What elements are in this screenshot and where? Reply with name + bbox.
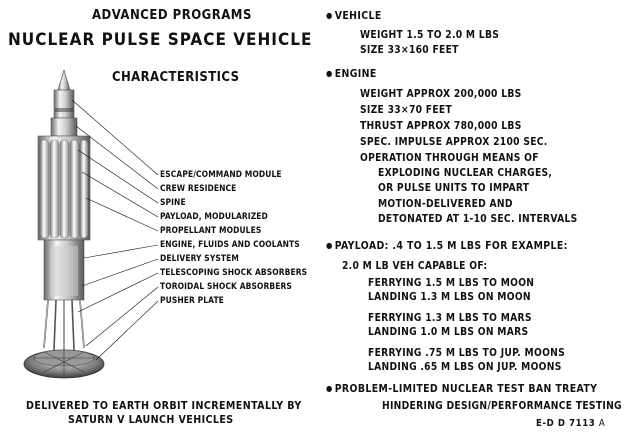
payload-mars-landing: LANDING 1.0 M LBS ON MARS: [368, 327, 529, 338]
engine-operation-detail-3: MOTION-DELIVERED AND: [378, 199, 513, 210]
engine-operation: OPERATION THROUGH MEANS OF: [360, 153, 539, 164]
propellant-modules-shape: [40, 140, 88, 238]
engine-thrust: THRUST APPROX 780,000 LBS: [360, 121, 522, 132]
title-top: ADVANCED PROGRAMS: [92, 8, 252, 23]
engine-operation-detail-4: DETONATED AT 1-10 SEC. INTERVALS: [378, 214, 578, 225]
command-module-shape: [54, 90, 74, 118]
engine-operation-detail-1: EXPLODING NUCLEAR CHARGES,: [378, 168, 553, 179]
crew-residence-shape: [51, 118, 77, 136]
document-code-number: E-D D 7113: [536, 418, 596, 429]
payload-jupiter-landing: LANDING .65 M LBS ON JUP. MOONS: [368, 362, 562, 373]
label-payload-modularized: PAYLOAD, MODULARIZED: [160, 211, 268, 221]
document-code: [536, 418, 605, 429]
vehicle-heading: ● VEHICLE: [326, 10, 382, 22]
payload-moon-ferrying: FERRYING 1.5 M LBS TO MOON: [368, 278, 535, 289]
payload-jupiter-ferrying: FERRYING .75 M LBS TO JUP. MOONS: [368, 348, 566, 359]
document-code-suffix: A: [598, 418, 606, 429]
engine-size: SIZE 33×70 FEET: [360, 105, 453, 116]
engine-operation-detail-2: OR PULSE UNITS TO IMPART: [378, 183, 530, 194]
nose-cone-shape: [58, 70, 70, 90]
label-delivery-system: DELIVERY SYSTEM: [160, 253, 240, 263]
vehicle-size: SIZE 33×160 FEET: [360, 45, 459, 56]
vehicle-weight: WEIGHT 1.5 TO 2.0 M LBS: [360, 30, 500, 41]
label-toroidal-shock-absorbers: TOROIDAL SHOCK ABSORBERS: [160, 281, 292, 291]
payload-example: 2.0 M LB VEH CAPABLE OF:: [342, 261, 488, 272]
subtitle-characteristics: CHARACTERISTICS: [112, 70, 240, 85]
label-crew-residence: CREW RESIDENCE: [160, 183, 237, 193]
engine-weight: WEIGHT APPROX 200,000 LBS: [360, 89, 522, 100]
engine-heading: ● ENGINE: [326, 68, 377, 80]
caption-line-1: DELIVERED TO EARTH ORBIT INCREMENTALLY BY: [26, 400, 302, 412]
label-propellant-modules: PROPELLANT MODULES: [160, 225, 262, 235]
title-main: NUCLEAR PULSE SPACE VEHICLE: [8, 30, 313, 50]
label-telescoping-shock-absorbers: TELESCOPING SHOCK ABSORBERS: [160, 267, 308, 277]
problem-detail: HINDERING DESIGN/PERFORMANCE TESTING: [382, 401, 622, 412]
problem-heading: ● PROBLEM-LIMITED NUCLEAR TEST BAN TREATY: [326, 383, 597, 395]
label-pusher-plate: PUSHER PLATE: [160, 295, 224, 305]
caption-line-2: SATURN V LAUNCH VEHICLES: [68, 414, 234, 426]
engine-spec-impulse: SPEC. IMPULSE APPROX 2100 SEC.: [360, 137, 548, 148]
payload-moon-landing: LANDING 1.3 M LBS ON MOON: [368, 292, 531, 303]
label-spine: SPINE: [160, 197, 186, 207]
payload-heading: ● PAYLOAD: .4 TO 1.5 M LBS FOR EXAMPLE:: [326, 240, 568, 252]
payload-mars-ferrying: FERRYING 1.3 M LBS TO MARS: [368, 313, 532, 324]
label-escape-command-module: ESCAPE/COMMAND MODULE: [160, 169, 282, 179]
label-engine-fluids-coolants: ENGINE, FLUIDS AND COOLANTS: [160, 239, 300, 249]
